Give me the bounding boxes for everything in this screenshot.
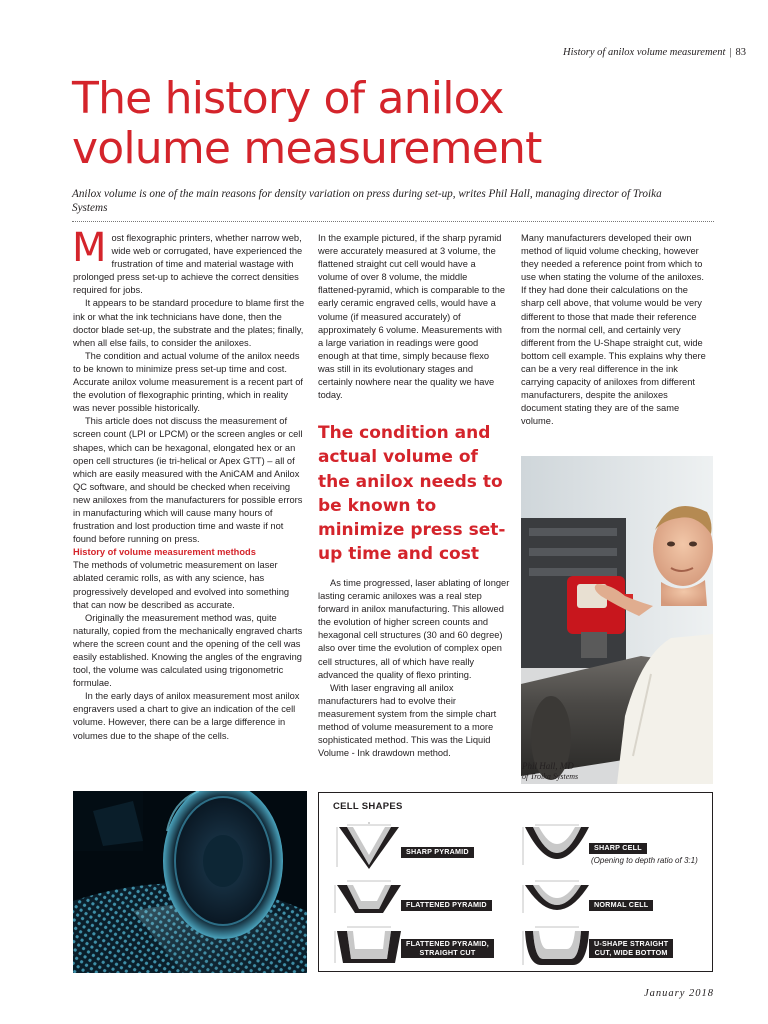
paragraph-1 bbox=[72, 225, 307, 297]
column-2 bbox=[318, 232, 508, 402]
pull-quote: The condition and actual volume of the anilox needs to be known to minimize press set-up time and cost bbox=[318, 423, 506, 565]
paragraph-3: The condition and actual volume of the anilox needs to be known to minimize press set-up time and cost. Accurate anilox volume measurement is a recent part of the evolution of flexographic printing, which in reality was never possible historically. bbox=[73, 350, 303, 414]
sharp-pyramid-shape bbox=[333, 821, 405, 871]
sharp-cell-note: (Opening to depth ratio of 3:1) bbox=[591, 856, 698, 865]
paragraph-9: As time progressed, laser ablating of longer lasting ceramic aniloxes was a real step forward in anilox manufacturing. This allowed the evolution of higher screen counts and hexagonal cell structures (30 and 60 degree) also over time the evolution of complex open cell structures, all of which have really advanced the quality of flexo printing. bbox=[318, 578, 510, 680]
drop-cap: M bbox=[72, 225, 107, 271]
u-shape-label bbox=[589, 939, 673, 958]
paragraph-6: Originally the measurement method was, quite naturally, copied from the mechanically engraved charts where the screen count and the opening of the cell was easily established. Knowing the angles of the engraving tool, the volume was calculated using trigonometric formulae. bbox=[73, 612, 303, 689]
sharp-cell-shape bbox=[521, 821, 593, 871]
running-head bbox=[563, 47, 746, 58]
headline-line-2: volume measurement bbox=[72, 123, 542, 174]
sharp-pyramid-label: SHARP PYRAMID bbox=[401, 847, 474, 858]
paragraph-8: In the example pictured, if the sharp pyramid were accurately measured at 3 volume, the flattened straight cut cell would have a volume of over 8 volume, the middle flattened-pyramid, which is comparable to the early ceramic engraved cells, would have a volume (if measured accurately) of approximately 6 volume. Measurements with a large variation in readings were good enough at that time, simply because flexo was still in its evolutionary stages and certainly nowhere near the quality we have today. bbox=[318, 233, 506, 401]
cell-shapes-diagram bbox=[318, 792, 713, 972]
anilox-roller-illustration bbox=[73, 791, 307, 973]
flattened-pyramid-straight-cut-shape bbox=[333, 923, 405, 967]
paragraph-2: It appears to be standard procedure to blame first the ink or what the ink technicians have done, then the doctor blade set-up, the substrate and the plates; finally, when all else fails, to consider the aniloxes. bbox=[73, 298, 305, 348]
photo-caption bbox=[522, 761, 578, 782]
caption-org: of Troika Systems bbox=[522, 772, 579, 781]
column-3 bbox=[521, 232, 711, 428]
headline-line-1: The history of anilox bbox=[72, 73, 504, 124]
anilox-roller-photo bbox=[73, 791, 307, 973]
portrait-photo-phil-hall bbox=[521, 456, 713, 784]
column-2-lower bbox=[318, 577, 510, 760]
flattened-straight-label-line-1: FLATTENED PYRAMID, bbox=[406, 939, 489, 948]
running-head-separator: | bbox=[729, 47, 732, 58]
flattened-pyramid-shape bbox=[333, 877, 405, 917]
paragraph-10: With laser engraving all anilox manufacturers had to evolve their measurement system from the simple chart method of volume measurement to a more sophisticated method. This was the Liquid Volume - Ink drawdown method. bbox=[318, 682, 497, 759]
normal-cell-shape bbox=[521, 877, 593, 917]
cell-shapes-title: CELL SHAPES bbox=[333, 801, 403, 812]
column-1 bbox=[72, 225, 307, 743]
sharp-cell-label: SHARP CELL bbox=[589, 843, 647, 854]
section-subheading: History of volume measurement methods bbox=[73, 547, 256, 558]
paragraph-1-text: ost flexographic printers, whether narrow web, wide web or corrugated, have experienced the frustration of time and material wastage with prolonged press set-up to achieve the correct densities required for jobs. bbox=[73, 233, 303, 296]
paragraph-5: The methods of volumetric measurement on laser ablated ceramic rolls, as with any science, has progressively developed and evolved into something that can now be described as accurate. bbox=[73, 560, 290, 610]
u-shape-label-line-2: CUT, WIDE BOTTOM bbox=[594, 947, 668, 957]
u-shape-label-line-1: U-SHAPE STRAIGHT bbox=[594, 939, 669, 948]
svg-text:x: x bbox=[368, 821, 370, 825]
paragraph-11: Many manufacturers developed their own method of liquid volume checking, however they needed a reference point from which to use when stating the volume of the aniloxes. If they had done their calculations on the sharp cell above, that volume would be very different to those that made their reference from the normal cell, and certainly very different from the U-Shape straight cut, wide bottom cell example. This explains why there can be a very real difference in the ink carrying capacity of aniloxes from different manufacturers, despite the aniloxes document stating they are of the same volume. bbox=[521, 233, 706, 427]
u-shape-cell-shape bbox=[521, 923, 593, 967]
paragraph-7: In the early days of anilox measurement most anilox engravers used a chart to give an indication of the cell volume. However, there can be a large difference in volumes due to the shape of the cells. bbox=[73, 691, 300, 741]
running-head-title: History of anilox volume measurement bbox=[563, 47, 726, 58]
article-headline bbox=[72, 74, 712, 174]
dotted-divider bbox=[72, 221, 714, 222]
flattened-straight-label-line-2: STRAIGHT CUT bbox=[419, 947, 476, 957]
caption-name: Phil Hall, MD bbox=[522, 761, 574, 771]
flattened-pyramid-straight-cut-label bbox=[401, 939, 494, 958]
paragraph-4: This article does not discuss the measurement of screen count (LPI or LPCM) or the screen angles or cell shapes, which can be hexagonal, elongated hex or an open cell structures (ie tri-helical or Apex GTT) – all of which are easily measured with the AniCAM and Anilox QC software, and should be checked when receiving new aniloxes from the manufacturers for possible errors in manufacturing which will cause many hours of frustration and lost production time and waste if not found before running on press. bbox=[73, 416, 303, 545]
article-standfirst: Anilox volume is one of the main reasons for density variation on press during set-up, writes Phil Hall, managing director of Troika Systems bbox=[72, 188, 662, 214]
normal-cell-label: NORMAL CELL bbox=[589, 900, 653, 911]
issue-date: January 2018 bbox=[643, 988, 714, 999]
page-number: 83 bbox=[735, 47, 746, 58]
flattened-pyramid-label: FLATTENED PYRAMID bbox=[401, 900, 492, 911]
portrait-illustration bbox=[521, 456, 713, 784]
